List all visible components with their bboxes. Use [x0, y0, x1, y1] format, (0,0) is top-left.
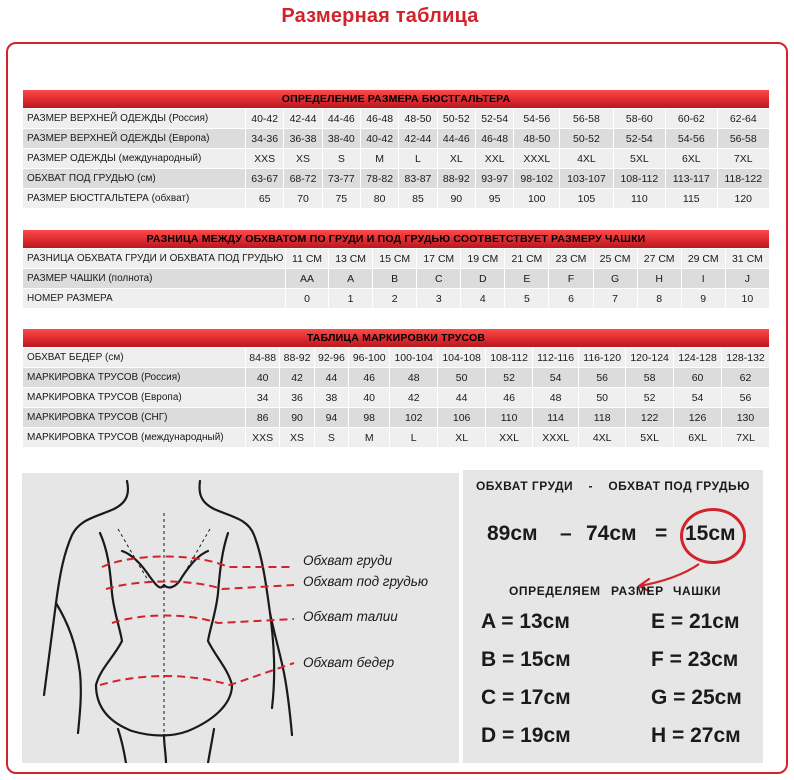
row-label: ОБХВАТ ПОД ГРУДЬЮ (см) — [23, 169, 245, 188]
row-label: МАРКИРОВКА ТРУСОВ (Россия) — [23, 368, 245, 387]
table-cell: 96-100 — [349, 348, 389, 367]
table-cell: 114 — [533, 408, 578, 427]
table-cell: 62 — [722, 368, 769, 387]
table-cell: 42 — [280, 368, 313, 387]
table-cell: 50 — [438, 368, 485, 387]
table-row — [23, 249, 769, 268]
calc-header-right: ОБХВАТ ПОД ГРУДЬЮ — [608, 479, 751, 493]
cup-f: F = 23см — [651, 648, 739, 671]
table-cell: H — [638, 269, 681, 288]
panty-marking-table — [22, 328, 770, 448]
table-cell: XXL — [476, 149, 513, 168]
equals-sign: = — [655, 522, 668, 545]
table-cell: 44 — [438, 388, 485, 407]
table-cell: 112-116 — [533, 348, 578, 367]
table-cell: E — [505, 269, 548, 288]
table-cell: 100 — [514, 189, 559, 208]
table-cell: 4XL — [579, 428, 625, 447]
table-row — [23, 428, 769, 447]
table-cell: 52 — [626, 388, 673, 407]
table-cell: D — [461, 269, 504, 288]
table-cell: 29 СМ — [682, 249, 725, 268]
table-cell: 13 СМ — [329, 249, 372, 268]
table-cell: 40-42 — [246, 109, 283, 128]
underbust-label: Обхват под грудью — [303, 574, 428, 589]
bra-size-table — [22, 89, 770, 209]
table-cell: 83-87 — [399, 169, 436, 188]
table-cell: 5XL — [626, 428, 673, 447]
table-cell: 65 — [246, 189, 283, 208]
table-cell: 6XL — [666, 149, 716, 168]
table-cell: 34 — [246, 388, 279, 407]
table-cell: 118 — [579, 408, 625, 427]
table-cell: 2 — [373, 289, 416, 308]
table-cell: 58 — [626, 368, 673, 387]
table-cell: 84-88 — [246, 348, 279, 367]
table-cell: 40-42 — [361, 129, 398, 148]
sub-word-1: ОПРЕДЕЛЯЕМ — [509, 584, 601, 598]
table-cell: 38 — [315, 388, 348, 407]
sub-word-3: ЧАШКИ — [673, 584, 722, 598]
table-row — [23, 129, 769, 148]
table-cell: 54 — [674, 388, 721, 407]
table-cell: 7XL — [722, 428, 769, 447]
table-cell: 42-44 — [399, 129, 436, 148]
table-cell: 5 — [505, 289, 548, 308]
table-cell: 0 — [286, 289, 328, 308]
table-row — [23, 189, 769, 208]
table-cell: XXS — [246, 428, 279, 447]
row-label: МАРКИРОВКА ТРУСОВ (международный) — [23, 428, 245, 447]
table-cell: XL — [438, 149, 475, 168]
table-cell: 46 — [349, 368, 389, 387]
table-cell: L — [399, 149, 436, 168]
table-cell: 4 — [461, 289, 504, 308]
table-cell: 44 — [315, 368, 348, 387]
table-cell: 60 — [674, 368, 721, 387]
table-cell: 48-50 — [514, 129, 559, 148]
table-cell: 124-128 — [674, 348, 721, 367]
table-cell: XXXL — [533, 428, 578, 447]
table-cell: 3 — [417, 289, 460, 308]
table-cell: XL — [438, 428, 485, 447]
cup-h: H = 27см — [651, 724, 741, 747]
table-cell: 42 — [390, 388, 437, 407]
table-row — [23, 169, 769, 188]
table-cell: 86 — [246, 408, 279, 427]
table-cell: 9 — [682, 289, 725, 308]
table-row — [23, 269, 769, 288]
table-cell: 85 — [399, 189, 436, 208]
table-cell: 52-54 — [476, 109, 513, 128]
table-cell: M — [349, 428, 389, 447]
table-cell: 88-92 — [280, 348, 313, 367]
table-cell: XXS — [246, 149, 283, 168]
row-label: РАЗМЕР ВЕРХНЕЙ ОДЕЖДЫ (Россия) — [23, 109, 245, 128]
table-cell: 7XL — [718, 149, 770, 168]
table-cell: 116-120 — [579, 348, 625, 367]
bust-line — [102, 557, 294, 568]
table-row — [23, 388, 769, 407]
cup-b: B = 15см — [481, 648, 571, 671]
table-cell: 40 — [246, 368, 279, 387]
table-cell: 95 — [476, 189, 513, 208]
table-cell: S — [315, 428, 348, 447]
result-value: 15см — [685, 522, 736, 545]
table-cell: I — [682, 269, 725, 288]
table-cell: 68-72 — [284, 169, 321, 188]
table-cell: 8 — [638, 289, 681, 308]
table-cell: 54-56 — [514, 109, 559, 128]
table-cell: 118-122 — [718, 169, 770, 188]
table-cell: J — [726, 269, 769, 288]
table-title: ТАБЛИЦА МАРКИРОВКИ ТРУСОВ — [23, 329, 769, 347]
cup-g: G = 25см — [651, 686, 742, 709]
table-cell: 52-54 — [614, 129, 665, 148]
table-cell: 36-38 — [284, 129, 321, 148]
table-cell: 54 — [533, 368, 578, 387]
page-title: Размерная таблица — [281, 5, 479, 27]
hip-label: Обхват бедер — [303, 655, 395, 670]
table-cell: 17 СМ — [417, 249, 460, 268]
table-row — [23, 109, 769, 128]
table-cell: G — [594, 269, 637, 288]
table-cell: XXL — [486, 428, 532, 447]
table-cell: 44-46 — [323, 109, 360, 128]
table-row — [23, 289, 769, 308]
table-cell: 48-50 — [399, 109, 436, 128]
table-cell: 19 СМ — [461, 249, 504, 268]
hip-line — [100, 663, 294, 685]
sub-word-2: РАЗМЕР — [611, 584, 664, 598]
cup-d: D = 19см — [481, 724, 571, 747]
calc-header-sep: - — [588, 479, 593, 493]
table-cell: 115 — [666, 189, 716, 208]
table-cell: 110 — [486, 408, 532, 427]
row-label: МАРКИРОВКА ТРУСОВ (СНГ) — [23, 408, 245, 427]
table-cell: 90 — [280, 408, 313, 427]
table-cell: B — [373, 269, 416, 288]
table-cell: 42-44 — [284, 109, 321, 128]
row-label: МАРКИРОВКА ТРУСОВ (Европа) — [23, 388, 245, 407]
waist-line — [112, 616, 294, 624]
table-cell: 78-82 — [361, 169, 398, 188]
table-cell: 75 — [323, 189, 360, 208]
row-label: РАЗНИЦА ОБХВАТА ГРУДИ И ОБХВАТА ПОД ГРУДЬЮ — [23, 249, 285, 268]
minus-sign: – — [560, 522, 572, 545]
table-cell: 120-124 — [626, 348, 673, 367]
table-cell: 94 — [315, 408, 348, 427]
table-cell: 73-77 — [323, 169, 360, 188]
table-cell: F — [549, 269, 592, 288]
table-row — [23, 408, 769, 427]
body-figure-panel — [22, 473, 459, 763]
table-cell: 23 СМ — [549, 249, 592, 268]
bust-label: Обхват груди — [303, 553, 393, 568]
row-label: РАЗМЕР ВЕРХНЕЙ ОДЕЖДЫ (Европа) — [23, 129, 245, 148]
table-cell: 46 — [486, 388, 532, 407]
table-cell: XS — [284, 149, 321, 168]
table-cell: 44-46 — [438, 129, 475, 148]
table-cell: 40 — [349, 388, 389, 407]
table-cell: A — [329, 269, 372, 288]
table-title: ОПРЕДЕЛЕНИЕ РАЗМЕРА БЮСТГАЛЬТЕРА — [23, 90, 769, 108]
cup-size-table — [22, 229, 770, 309]
table-cell: 56-58 — [560, 109, 612, 128]
table-cell: 122 — [626, 408, 673, 427]
table-cell: 38-40 — [323, 129, 360, 148]
table-cell: XXXL — [514, 149, 559, 168]
table-cell: 56 — [722, 388, 769, 407]
table-cell: 62-64 — [718, 109, 770, 128]
table-cell: L — [390, 428, 437, 447]
table-cell: 106 — [438, 408, 485, 427]
table-cell: 50-52 — [560, 129, 612, 148]
table-cell: 48 — [533, 388, 578, 407]
table-cell: 1 — [329, 289, 372, 308]
table-cell: 120 — [718, 189, 770, 208]
table-title: РАЗНИЦА МЕЖДУ ОБХВАТОМ ПО ГРУДИ И ПОД ГРУДЬЮ СООТВЕТСТВУЕТ РАЗМЕРУ ЧАШКИ — [23, 230, 769, 248]
table-cell: 88-92 — [438, 169, 475, 188]
table-cell: 128-132 — [722, 348, 769, 367]
table-cell: 58-60 — [614, 109, 665, 128]
underbust-value: 74см — [586, 522, 637, 545]
cup-a: A = 13см — [481, 610, 570, 633]
table-cell: 52 — [486, 368, 532, 387]
table-cell: 21 СМ — [505, 249, 548, 268]
table-cell: 60-62 — [666, 109, 716, 128]
table-cell: 105 — [560, 189, 612, 208]
table-cell: 104-108 — [438, 348, 485, 367]
table-cell: 25 СМ — [594, 249, 637, 268]
table-cell: 6 — [549, 289, 592, 308]
cup-c: C = 17см — [481, 686, 571, 709]
table-cell: 50 — [579, 388, 625, 407]
table-cell: 93-97 — [476, 169, 513, 188]
table-cell: M — [361, 149, 398, 168]
table-row — [23, 368, 769, 387]
table-cell: 130 — [722, 408, 769, 427]
table-cell: AA — [286, 269, 328, 288]
table-cell: 27 СМ — [638, 249, 681, 268]
table-row — [23, 348, 769, 367]
table-cell: XS — [280, 428, 313, 447]
table-cell: 103-107 — [560, 169, 612, 188]
table-cell: 80 — [361, 189, 398, 208]
table-cell: 63-67 — [246, 169, 283, 188]
table-cell: 31 СМ — [726, 249, 769, 268]
table-cell: 50-52 — [438, 109, 475, 128]
row-label: РАЗМЕР БЮСТГАЛЬТЕРА (обхват) — [23, 189, 245, 208]
table-cell: 98 — [349, 408, 389, 427]
table-cell: 46-48 — [361, 109, 398, 128]
calc-header-left: ОБХВАТ ГРУДИ — [475, 479, 574, 493]
table-cell: 11 СМ — [286, 249, 328, 268]
table-cell: 34-36 — [246, 129, 283, 148]
table-cell: 36 — [280, 388, 313, 407]
table-cell: 98-102 — [514, 169, 559, 188]
row-label: ОБХВАТ БЕДЕР (см) — [23, 348, 245, 367]
table-cell: 46-48 — [476, 129, 513, 148]
row-label: РАЗМЕР ОДЕЖДЫ (международный) — [23, 149, 245, 168]
table-cell: 102 — [390, 408, 437, 427]
table-cell: 6XL — [674, 428, 721, 447]
table-cell: 70 — [284, 189, 321, 208]
table-cell: 4XL — [560, 149, 612, 168]
table-cell: 92-96 — [315, 348, 348, 367]
table-cell: 108-112 — [614, 169, 665, 188]
table-cell: 10 — [726, 289, 769, 308]
table-cell: 126 — [674, 408, 721, 427]
table-cell: 108-112 — [486, 348, 532, 367]
table-cell: 5XL — [614, 149, 665, 168]
row-label: НОМЕР РАЗМЕРА — [23, 289, 285, 308]
bust-value: 89см — [487, 522, 538, 545]
table-cell: 100-104 — [390, 348, 437, 367]
table-cell: 56 — [579, 368, 625, 387]
row-label: РАЗМЕР ЧАШКИ (полнота) — [23, 269, 285, 288]
cup-e: E = 21см — [651, 610, 740, 633]
table-cell: S — [323, 149, 360, 168]
table-cell: 7 — [594, 289, 637, 308]
cup-calculation-panel — [463, 470, 763, 763]
table-cell: 56-58 — [718, 129, 770, 148]
table-cell: C — [417, 269, 460, 288]
table-row — [23, 149, 769, 168]
table-cell: 113-117 — [666, 169, 716, 188]
table-cell: 90 — [438, 189, 475, 208]
table-cell: 15 СМ — [373, 249, 416, 268]
table-cell: 110 — [614, 189, 665, 208]
waist-label: Обхват талии — [303, 609, 398, 624]
table-cell: 54-56 — [666, 129, 716, 148]
table-cell: 48 — [390, 368, 437, 387]
